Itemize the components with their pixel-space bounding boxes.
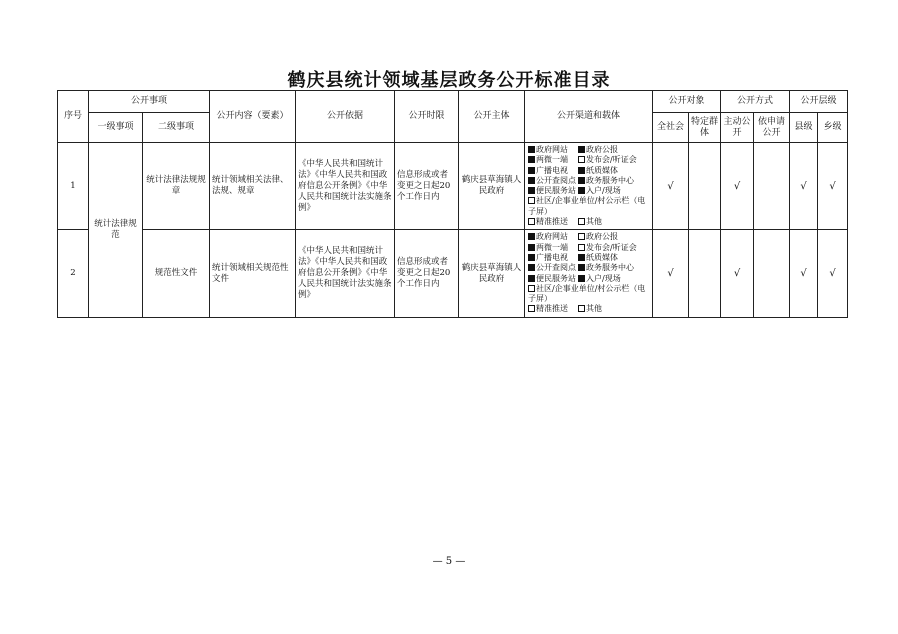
channel-community: 社区/企事业单位/村公示栏（电子屏） [528, 196, 646, 216]
row-content: 统计领域相关规范性文件 [210, 230, 296, 317]
checkbox-empty-icon [578, 244, 585, 251]
header-specific-group: 特定群体 [689, 113, 721, 143]
channel-service-center: 政务服务中心 [586, 263, 635, 273]
channel-two-micro: 两微一端 [536, 242, 569, 252]
header-content: 公开内容（要素） [210, 91, 296, 143]
header-audience: 公开对象 [653, 91, 721, 113]
header-subject: 公开主体 [459, 91, 525, 143]
header-township: 乡级 [818, 113, 848, 143]
table-row [58, 143, 848, 230]
row-content: 统计领域相关法律、法规、规章 [210, 143, 296, 230]
row-seq: 1 [58, 143, 89, 230]
checkbox-empty-icon [578, 218, 585, 225]
header-row-1 [58, 91, 848, 113]
header-method: 公开方式 [721, 91, 790, 113]
checkbox-checked-icon [528, 233, 535, 240]
checkbox-checked-icon [528, 244, 535, 251]
channel-two-micro: 两微一端 [536, 155, 569, 165]
channel-bulletin: 公开查阅点 [536, 263, 577, 273]
channel-press: 发布会/听证会 [586, 242, 637, 252]
channel-door-to-door: 入户/现场 [586, 186, 621, 196]
checkbox-checked-icon [528, 156, 535, 163]
channel-precise: 精准推送 [536, 217, 569, 227]
check-all-society: √ [653, 230, 689, 317]
checkbox-checked-icon [528, 275, 535, 282]
row-channels [525, 230, 653, 317]
check-on-request [754, 230, 790, 317]
header-county: 县级 [790, 113, 818, 143]
row-subject: 鹤庆县草海镇人民政府 [459, 143, 525, 230]
catalog-table [57, 90, 848, 318]
channel-gazette: 政府公报 [586, 232, 619, 242]
channel-print: 纸质媒体 [586, 165, 619, 175]
channel-service-station: 便民服务站 [536, 186, 577, 196]
check-active: √ [721, 143, 754, 230]
channel-gazette: 政府公报 [586, 145, 619, 154]
checkbox-checked-icon [578, 167, 585, 174]
page-number: — 5 — [432, 556, 466, 567]
checkbox-empty-icon [578, 156, 585, 163]
header-basis: 公开依据 [296, 91, 395, 143]
channel-website: 政府网站 [536, 145, 569, 154]
header-channels: 公开渠道和载体 [525, 91, 653, 143]
header-seq: 序号 [58, 91, 89, 143]
checkbox-empty-icon [578, 305, 585, 312]
check-specific-group [689, 230, 721, 317]
header-level2: 二级事项 [143, 113, 210, 143]
header-level1: 一级事项 [89, 113, 143, 143]
channel-print: 纸质媒体 [586, 252, 619, 262]
checkbox-checked-icon [578, 264, 585, 271]
channel-community: 社区/企事业单位/村公示栏（电子屏） [528, 283, 646, 304]
checkbox-checked-icon [528, 187, 535, 194]
channel-other: 其他 [586, 304, 603, 314]
row-basis: 《中华人民共和国统计法》《中华人民共和国政府信息公开条例》《中华人民共和国统计法实施条例》 [296, 230, 395, 317]
checkbox-checked-icon [528, 146, 535, 153]
checkbox-checked-icon [578, 146, 585, 153]
channel-door-to-door: 入户/现场 [586, 273, 621, 283]
checkbox-checked-icon [528, 167, 535, 174]
channel-radio-tv: 广播电视 [536, 165, 569, 175]
channel-bulletin: 公开查阅点 [536, 175, 577, 185]
checkbox-empty-icon [528, 218, 535, 225]
channel-precise: 精准推送 [536, 304, 569, 314]
checkbox-checked-icon [578, 187, 585, 194]
row-seq: 2 [58, 230, 89, 317]
check-all-society: √ [653, 143, 689, 230]
row-channels [525, 143, 653, 230]
header-level: 公开层级 [790, 91, 848, 113]
table-row [58, 230, 848, 317]
check-on-request [754, 143, 790, 230]
row-level2: 统计法律法规规章 [143, 143, 210, 230]
check-township: √ [818, 230, 848, 317]
checkbox-checked-icon [578, 254, 585, 261]
check-county: √ [790, 143, 818, 230]
checkbox-empty-icon [528, 197, 535, 204]
row-level2: 规范性文件 [143, 230, 210, 317]
channel-service-center: 政务服务中心 [586, 175, 635, 185]
level1-item: 统计法律规范 [89, 143, 143, 318]
checkbox-empty-icon [528, 305, 535, 312]
channel-website: 政府网站 [536, 232, 569, 242]
check-township: √ [818, 143, 848, 230]
checkbox-empty-icon [578, 233, 585, 240]
channel-other: 其他 [586, 217, 603, 227]
channel-press: 发布会/听证会 [586, 155, 637, 165]
row-time-limit: 信息形成或者变更之日起20个工作日内 [395, 230, 459, 317]
checkbox-checked-icon [528, 177, 535, 184]
checkbox-checked-icon [578, 275, 585, 282]
checkbox-checked-icon [528, 264, 535, 271]
header-all-society: 全社会 [653, 113, 689, 143]
channel-radio-tv: 广播电视 [536, 252, 569, 262]
channel-service-station: 便民服务站 [536, 273, 577, 283]
checkbox-empty-icon [528, 285, 535, 292]
row-basis: 《中华人民共和国统计法》《中华人民共和国政府信息公开条例》《中华人民共和国统计法实施条例》 [296, 143, 395, 230]
header-active: 主动公开 [721, 113, 754, 143]
checkbox-checked-icon [528, 254, 535, 261]
row-subject: 鹤庆县草海镇人民政府 [459, 230, 525, 317]
header-time-limit: 公开时限 [395, 91, 459, 143]
row-time-limit: 信息形成或者变更之日起20个工作日内 [395, 143, 459, 230]
page-title: 鹤庆县统计领域基层政务公开标准目录 [287, 70, 611, 91]
header-items: 公开事项 [89, 91, 210, 113]
check-specific-group [689, 143, 721, 230]
check-active: √ [721, 230, 754, 317]
checkbox-checked-icon [578, 177, 585, 184]
header-on-request: 依申请公开 [754, 113, 790, 143]
check-county: √ [790, 230, 818, 317]
